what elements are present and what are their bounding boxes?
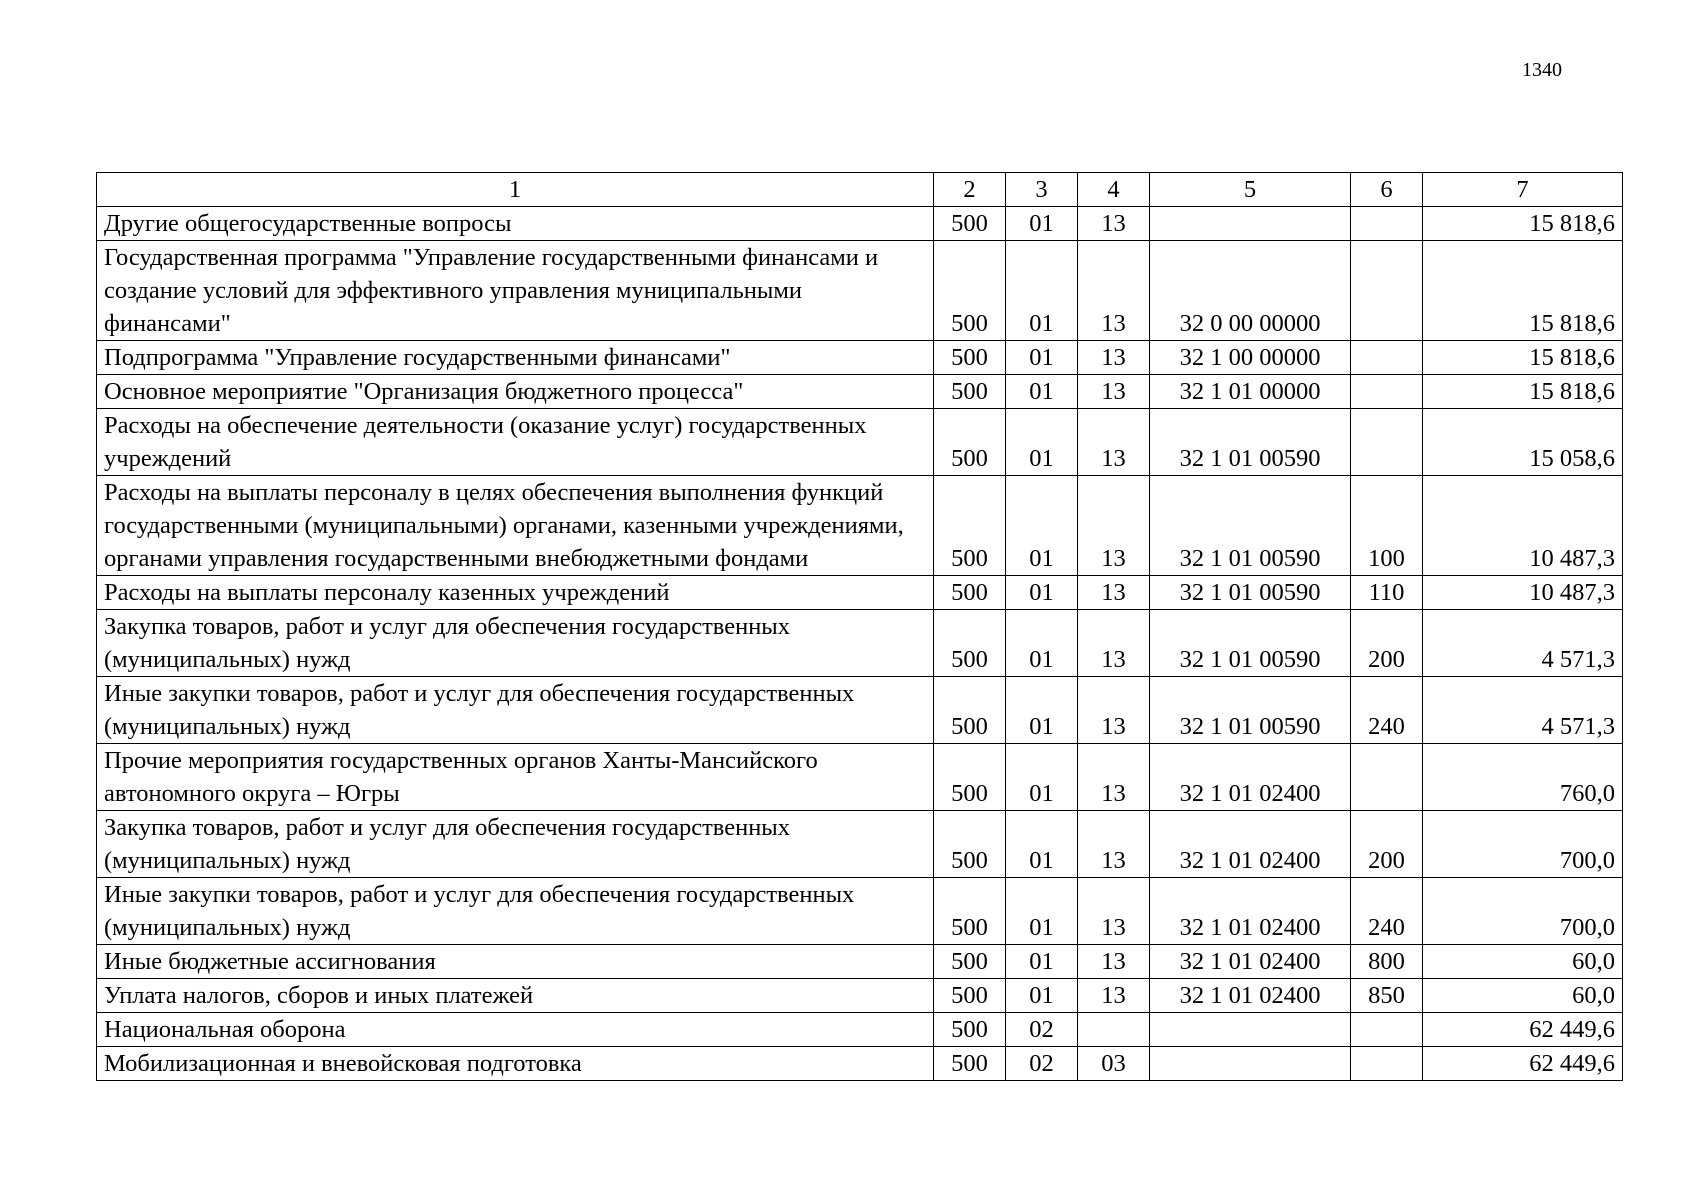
row-code-2: 500 [934,811,1006,878]
row-code-4: 13 [1078,576,1150,610]
row-code-3: 02 [1006,1013,1078,1047]
row-amount: 700,0 [1423,811,1623,878]
row-code-2: 500 [934,241,1006,341]
table-row [97,375,1623,409]
row-code-2: 500 [934,341,1006,375]
row-code-2: 500 [934,610,1006,677]
column-header-6: 6 [1351,173,1423,207]
row-code-2: 500 [934,576,1006,610]
table-header-row [97,173,1623,207]
row-code-5: 32 1 01 00590 [1150,476,1351,576]
row-code-6 [1351,241,1423,341]
budget-table [96,172,1623,1081]
row-code-6: 200 [1351,811,1423,878]
row-code-5: 32 1 01 00590 [1150,610,1351,677]
row-code-2: 500 [934,677,1006,744]
row-code-3: 01 [1006,409,1078,476]
row-code-5: 32 1 01 02400 [1150,811,1351,878]
table-row [97,610,1623,677]
row-amount: 60,0 [1423,979,1623,1013]
row-name: Расходы на обеспечение деятельности (оказание услуг) государственных учреждений [97,409,934,476]
row-code-5 [1150,1047,1351,1081]
row-code-5 [1150,207,1351,241]
row-code-4: 13 [1078,744,1150,811]
row-code-5: 32 1 01 02400 [1150,979,1351,1013]
row-name: Уплата налогов, сборов и иных платежей [97,979,934,1013]
row-code-6: 240 [1351,677,1423,744]
row-code-3: 01 [1006,241,1078,341]
row-name: Иные закупки товаров, работ и услуг для обеспечения государственных (муниципальных) нужд [97,878,934,945]
row-code-4: 13 [1078,979,1150,1013]
table-row [97,744,1623,811]
row-code-2: 500 [934,1047,1006,1081]
row-name: Расходы на выплаты персоналу казенных учреждений [97,576,934,610]
table-row [97,979,1623,1013]
row-amount: 10 487,3 [1423,576,1623,610]
row-code-4: 13 [1078,409,1150,476]
row-name: Расходы на выплаты персоналу в целях обеспечения выполнения функций государственными (муниципальными) органами, казенными учреждениями, органами управления государственными внебюджетными фондами [97,476,934,576]
row-code-6 [1351,375,1423,409]
row-code-6: 800 [1351,945,1423,979]
row-code-5: 32 1 01 02400 [1150,945,1351,979]
row-amount: 15 818,6 [1423,375,1623,409]
row-code-6: 100 [1351,476,1423,576]
table-row [97,945,1623,979]
row-code-4: 13 [1078,610,1150,677]
row-code-4: 13 [1078,241,1150,341]
row-code-2: 500 [934,476,1006,576]
row-code-3: 02 [1006,1047,1078,1081]
row-code-2: 500 [934,878,1006,945]
table-row [97,409,1623,476]
row-name: Национальная оборона [97,1013,934,1047]
row-code-4: 13 [1078,878,1150,945]
row-name: Основное мероприятие "Организация бюджетного процесса" [97,375,934,409]
row-code-4: 13 [1078,375,1150,409]
row-code-4: 13 [1078,476,1150,576]
table-row [97,207,1623,241]
row-code-5: 32 1 01 02400 [1150,878,1351,945]
row-code-2: 500 [934,744,1006,811]
column-header-7: 7 [1423,173,1623,207]
row-code-3: 01 [1006,811,1078,878]
row-amount: 62 449,6 [1423,1047,1623,1081]
table-row [97,476,1623,576]
row-code-5 [1150,1013,1351,1047]
row-name: Иные бюджетные ассигнования [97,945,934,979]
row-name: Другие общегосударственные вопросы [97,207,934,241]
row-code-4: 03 [1078,1047,1150,1081]
row-name: Закупка товаров, работ и услуг для обеспечения государственных (муниципальных) нужд [97,610,934,677]
table-row [97,811,1623,878]
table-row [97,341,1623,375]
row-code-5: 32 1 00 00000 [1150,341,1351,375]
row-amount: 60,0 [1423,945,1623,979]
row-code-3: 01 [1006,945,1078,979]
row-name: Подпрограмма "Управление государственными финансами" [97,341,934,375]
row-code-2: 500 [934,1013,1006,1047]
row-code-3: 01 [1006,375,1078,409]
column-header-4: 4 [1078,173,1150,207]
row-amount: 10 487,3 [1423,476,1623,576]
table-row [97,576,1623,610]
row-name: Закупка товаров, работ и услуг для обеспечения государственных (муниципальных) нужд [97,811,934,878]
table-row [97,1047,1623,1081]
row-code-4: 13 [1078,945,1150,979]
column-header-3: 3 [1006,173,1078,207]
row-code-5: 32 1 01 00590 [1150,677,1351,744]
row-code-4 [1078,1013,1150,1047]
page-number: 1340 [1522,59,1562,81]
row-code-4: 13 [1078,341,1150,375]
row-code-3: 01 [1006,476,1078,576]
row-code-3: 01 [1006,979,1078,1013]
row-code-5: 32 1 01 02400 [1150,744,1351,811]
row-code-6 [1351,409,1423,476]
row-amount: 4 571,3 [1423,677,1623,744]
table-row [97,878,1623,945]
row-code-5: 32 1 01 00590 [1150,576,1351,610]
row-code-6: 110 [1351,576,1423,610]
row-code-5: 32 1 01 00000 [1150,375,1351,409]
row-amount: 15 058,6 [1423,409,1623,476]
row-code-5: 32 1 01 00590 [1150,409,1351,476]
row-code-3: 01 [1006,207,1078,241]
row-code-6 [1351,744,1423,811]
row-code-6 [1351,341,1423,375]
row-name: Иные закупки товаров, работ и услуг для обеспечения государственных (муниципальных) нужд [97,677,934,744]
row-code-3: 01 [1006,610,1078,677]
row-code-2: 500 [934,409,1006,476]
row-code-5: 32 0 00 00000 [1150,241,1351,341]
row-amount: 62 449,6 [1423,1013,1623,1047]
column-header-5: 5 [1150,173,1351,207]
row-code-6: 850 [1351,979,1423,1013]
row-code-6 [1351,1013,1423,1047]
row-amount: 700,0 [1423,878,1623,945]
row-amount: 4 571,3 [1423,610,1623,677]
row-code-6 [1351,207,1423,241]
row-code-3: 01 [1006,341,1078,375]
table-row [97,241,1623,341]
row-code-4: 13 [1078,811,1150,878]
row-amount: 760,0 [1423,744,1623,811]
row-code-4: 13 [1078,677,1150,744]
row-code-6: 200 [1351,610,1423,677]
table-body [97,207,1623,1081]
row-amount: 15 818,6 [1423,207,1623,241]
row-amount: 15 818,6 [1423,341,1623,375]
row-name: Государственная программа "Управление государственными финансами и создание условий для эффективного управления муниципальными финансами" [97,241,934,341]
row-code-2: 500 [934,945,1006,979]
row-name: Прочие мероприятия государственных органов Ханты-Мансийского автономного округа – Югры [97,744,934,811]
table-row [97,1013,1623,1047]
column-header-1: 1 [97,173,934,207]
row-code-2: 500 [934,979,1006,1013]
row-code-2: 500 [934,375,1006,409]
row-code-3: 01 [1006,576,1078,610]
row-code-6: 240 [1351,878,1423,945]
row-code-2: 500 [934,207,1006,241]
row-code-6 [1351,1047,1423,1081]
column-header-2: 2 [934,173,1006,207]
row-code-3: 01 [1006,878,1078,945]
row-code-4: 13 [1078,207,1150,241]
row-code-3: 01 [1006,677,1078,744]
row-code-3: 01 [1006,744,1078,811]
table-row [97,677,1623,744]
row-name: Мобилизационная и вневойсковая подготовка [97,1047,934,1081]
row-amount: 15 818,6 [1423,241,1623,341]
